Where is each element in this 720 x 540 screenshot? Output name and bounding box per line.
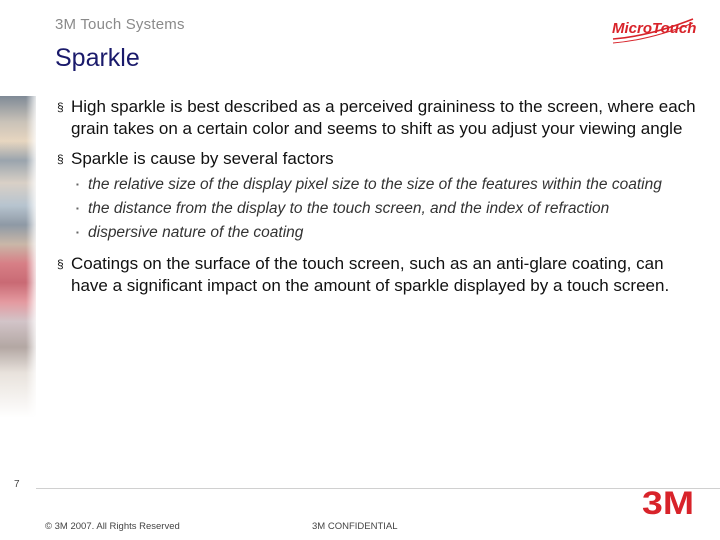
- factor-sublist: [55, 174, 705, 243]
- company-name: 3M Touch Systems: [55, 16, 185, 33]
- bullet-text: High sparkle is best described as a perceived graininess to the screen, where each grain takes on a certain color and seems to shift as you adjust your viewing angle: [71, 97, 696, 138]
- bullet-graininess: [55, 96, 705, 140]
- sub-bullet-text: dispersive nature of the coating: [88, 224, 304, 241]
- sub-bullet-text: the relative size of the display pixel size to the size of the features within the coating: [88, 176, 662, 193]
- bullet-factors: [55, 148, 705, 170]
- confidential-label: 3M CONFIDENTIAL: [312, 521, 398, 532]
- bullet-marker-icon: §: [57, 152, 64, 166]
- microtouch-logo-text: MicroTouch: [612, 20, 696, 37]
- sub-bullet-marker-icon: ▪: [76, 180, 79, 189]
- footer-divider: [36, 488, 720, 489]
- side-photo-strip: [0, 96, 36, 418]
- 3m-logo: [642, 485, 694, 519]
- bullet-text: Coatings on the surface of the touch screen, such as an anti-glare coating, can have a significant impact on the amount of sparkle displayed by a touch screen.: [71, 254, 670, 295]
- microtouch-logo: [610, 12, 696, 46]
- sub-bullet-dispersive: [55, 222, 705, 243]
- sub-bullet-text: the distance from the display to the touch screen, and the index of refraction: [88, 200, 610, 217]
- bullet-marker-icon: §: [57, 100, 64, 114]
- sub-bullet-distance: [55, 198, 705, 219]
- 3m-logo-text: 3M: [642, 485, 694, 519]
- bullet-marker-icon: §: [57, 257, 64, 271]
- sub-bullet-marker-icon: ▪: [76, 204, 79, 213]
- bullet-text: Sparkle is cause by several factors: [71, 149, 334, 168]
- copyright-text: © 3M 2007. All Rights Reserved: [45, 521, 180, 532]
- bullet-coatings: [55, 253, 705, 297]
- sub-bullet-pixel-size: [55, 174, 705, 195]
- page-number: 7: [14, 479, 20, 490]
- slide-title: Sparkle: [55, 44, 140, 72]
- slide-body: [55, 96, 705, 305]
- sub-bullet-marker-icon: ▪: [76, 228, 79, 237]
